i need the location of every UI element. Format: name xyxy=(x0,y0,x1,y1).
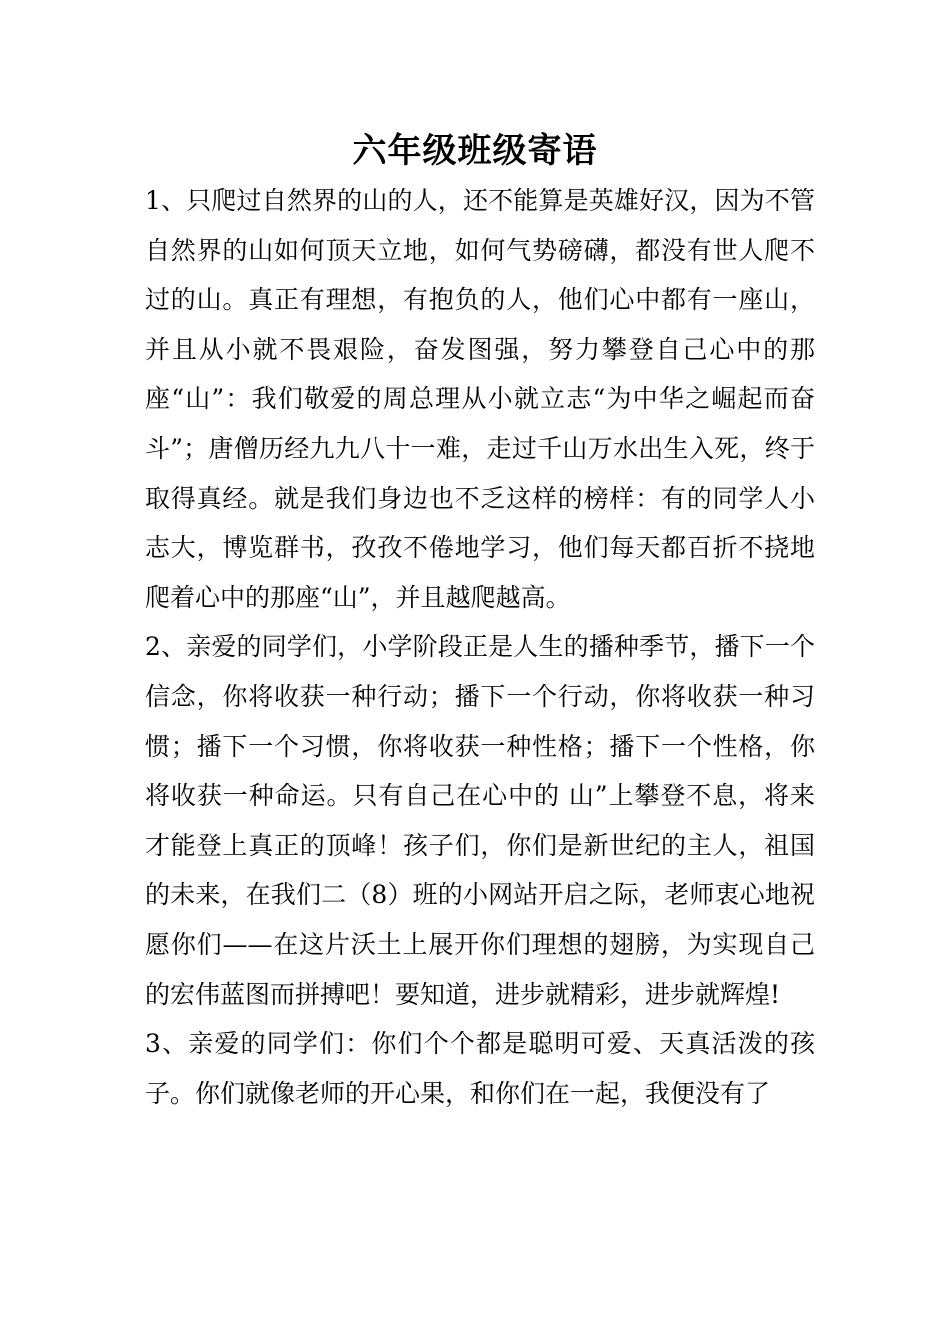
paragraph-2: 2、亲爱的同学们，小学阶段正是人生的播种季节，播下一个信念，你将收获一种行动；播下一个行动，你将收获一种习惯；播下一个习惯，你将收获一种性格；播下一个性格，你将收获一种命运。只有自己在心中的 山”上攀登不息，将来才能登上真正的顶峰！孩子们，你们是新世纪的主人，祖国的未来，在我们二（8）班的小网站开启之际，老师衷心地祝愿你们——在这片沃土上展开你们理想的翅膀，为实现自己的宏伟蓝图而拼搏吧！要知道，进步就精彩，进步就辉煌! xyxy=(145,632,815,1009)
document-body xyxy=(145,176,815,1118)
page-title: 六年级班级寄语 xyxy=(352,131,598,171)
paragraph-3: 3、亲爱的同学们：你们个个都是聪明可爱、天真活泼的孩子。你们就像老师的开心果，和你们在一起，我便没有了 xyxy=(145,1029,815,1108)
paragraph-1: 1、只爬过自然界的山的人，还不能算是英雄好汉，因为不管自然界的山如何顶天立地，如何气势磅礴，都没有世人爬不过的山。真正有理想，有抱负的人，他们心中都有一座山，并且从小就不畏艰险，奋发图强，努力攀登自己心中的那座“山”：我们敬爱的周总理从小就立志“为中华之崛起而奋斗”；唐僧历经九九八十一难，走过千山万水出生入死，终于取得真经。就是我们身边也不乏这样的榜样：有的同学人小志大，博览群书，孜孜不倦地学习，他们每天都百折不挠地爬着心中的那座“山”，并且越爬越高。 xyxy=(145,186,815,612)
